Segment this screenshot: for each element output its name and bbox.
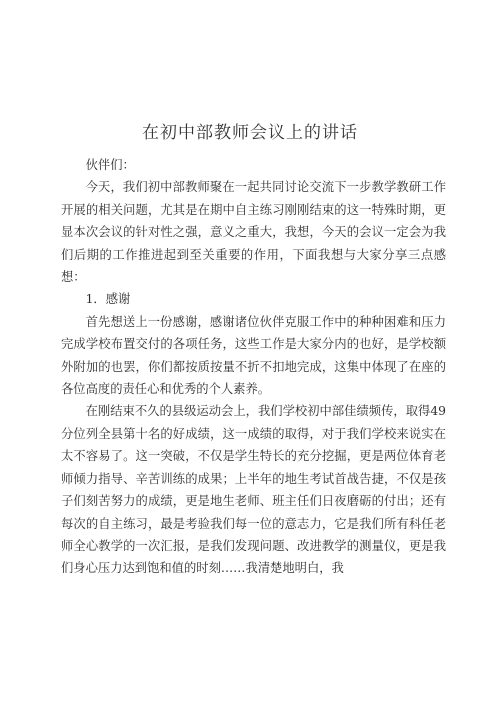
achievements-paragraph: 在刚结束不久的县级运动会上，我们学校初中部佳绩频传，取得49分位列全县第十名的好成绩，这一成绩的取得，对于我们学校来说实在太不容易了。这一突破，不仅是学生特长的充分挖掘，更是两位体育老师倾力指导、辛苦训练的成果；上半年的地生考试首战告捷，不仅是孩子们刻苦努力的成绩，更是地生老师、班主任们日夜磨砺的付出；还有每次的自主练习，最是考验我们每一位的意志力，它是我们所有科任老师全心教学的一次汇报，是我们发现问题、改进教学的测量仪，更是我们身心压力达到饱和值的时刻……我清楚地明白，我 xyxy=(61,404,446,576)
section-heading-thanks: 1．感谢 xyxy=(85,292,131,307)
intro-paragraph: 今天，我们初中部教师聚在一起共同讨论交流下一步教学教研工作开展的相关问题，尤其是在期中自主练习刚刚结束的这一特殊时期，更显本次会议的针对性之强，意义之重大，我想，今天的会议一定会为我们后期的工作推进起到至关重要的作用，下面我想与大家分享三点感想： xyxy=(61,180,446,285)
document-body xyxy=(61,154,446,580)
document-title: 在初中部教师会议上的讲话 xyxy=(142,123,358,143)
thanks-paragraph: 首先想送上一份感谢，感谢诸位伙伴克服工作中的种种困难和压力完成学校布置交付的各项任务，这些工作是大家分内的也好，是学校额外附加的也罢，你们都按质按量不折不扣地完成，这集中体现了在座的各位高度的责任心和优秀的个人素养。 xyxy=(61,314,446,397)
salutation-paragraph: 伙伴们： xyxy=(85,158,135,172)
